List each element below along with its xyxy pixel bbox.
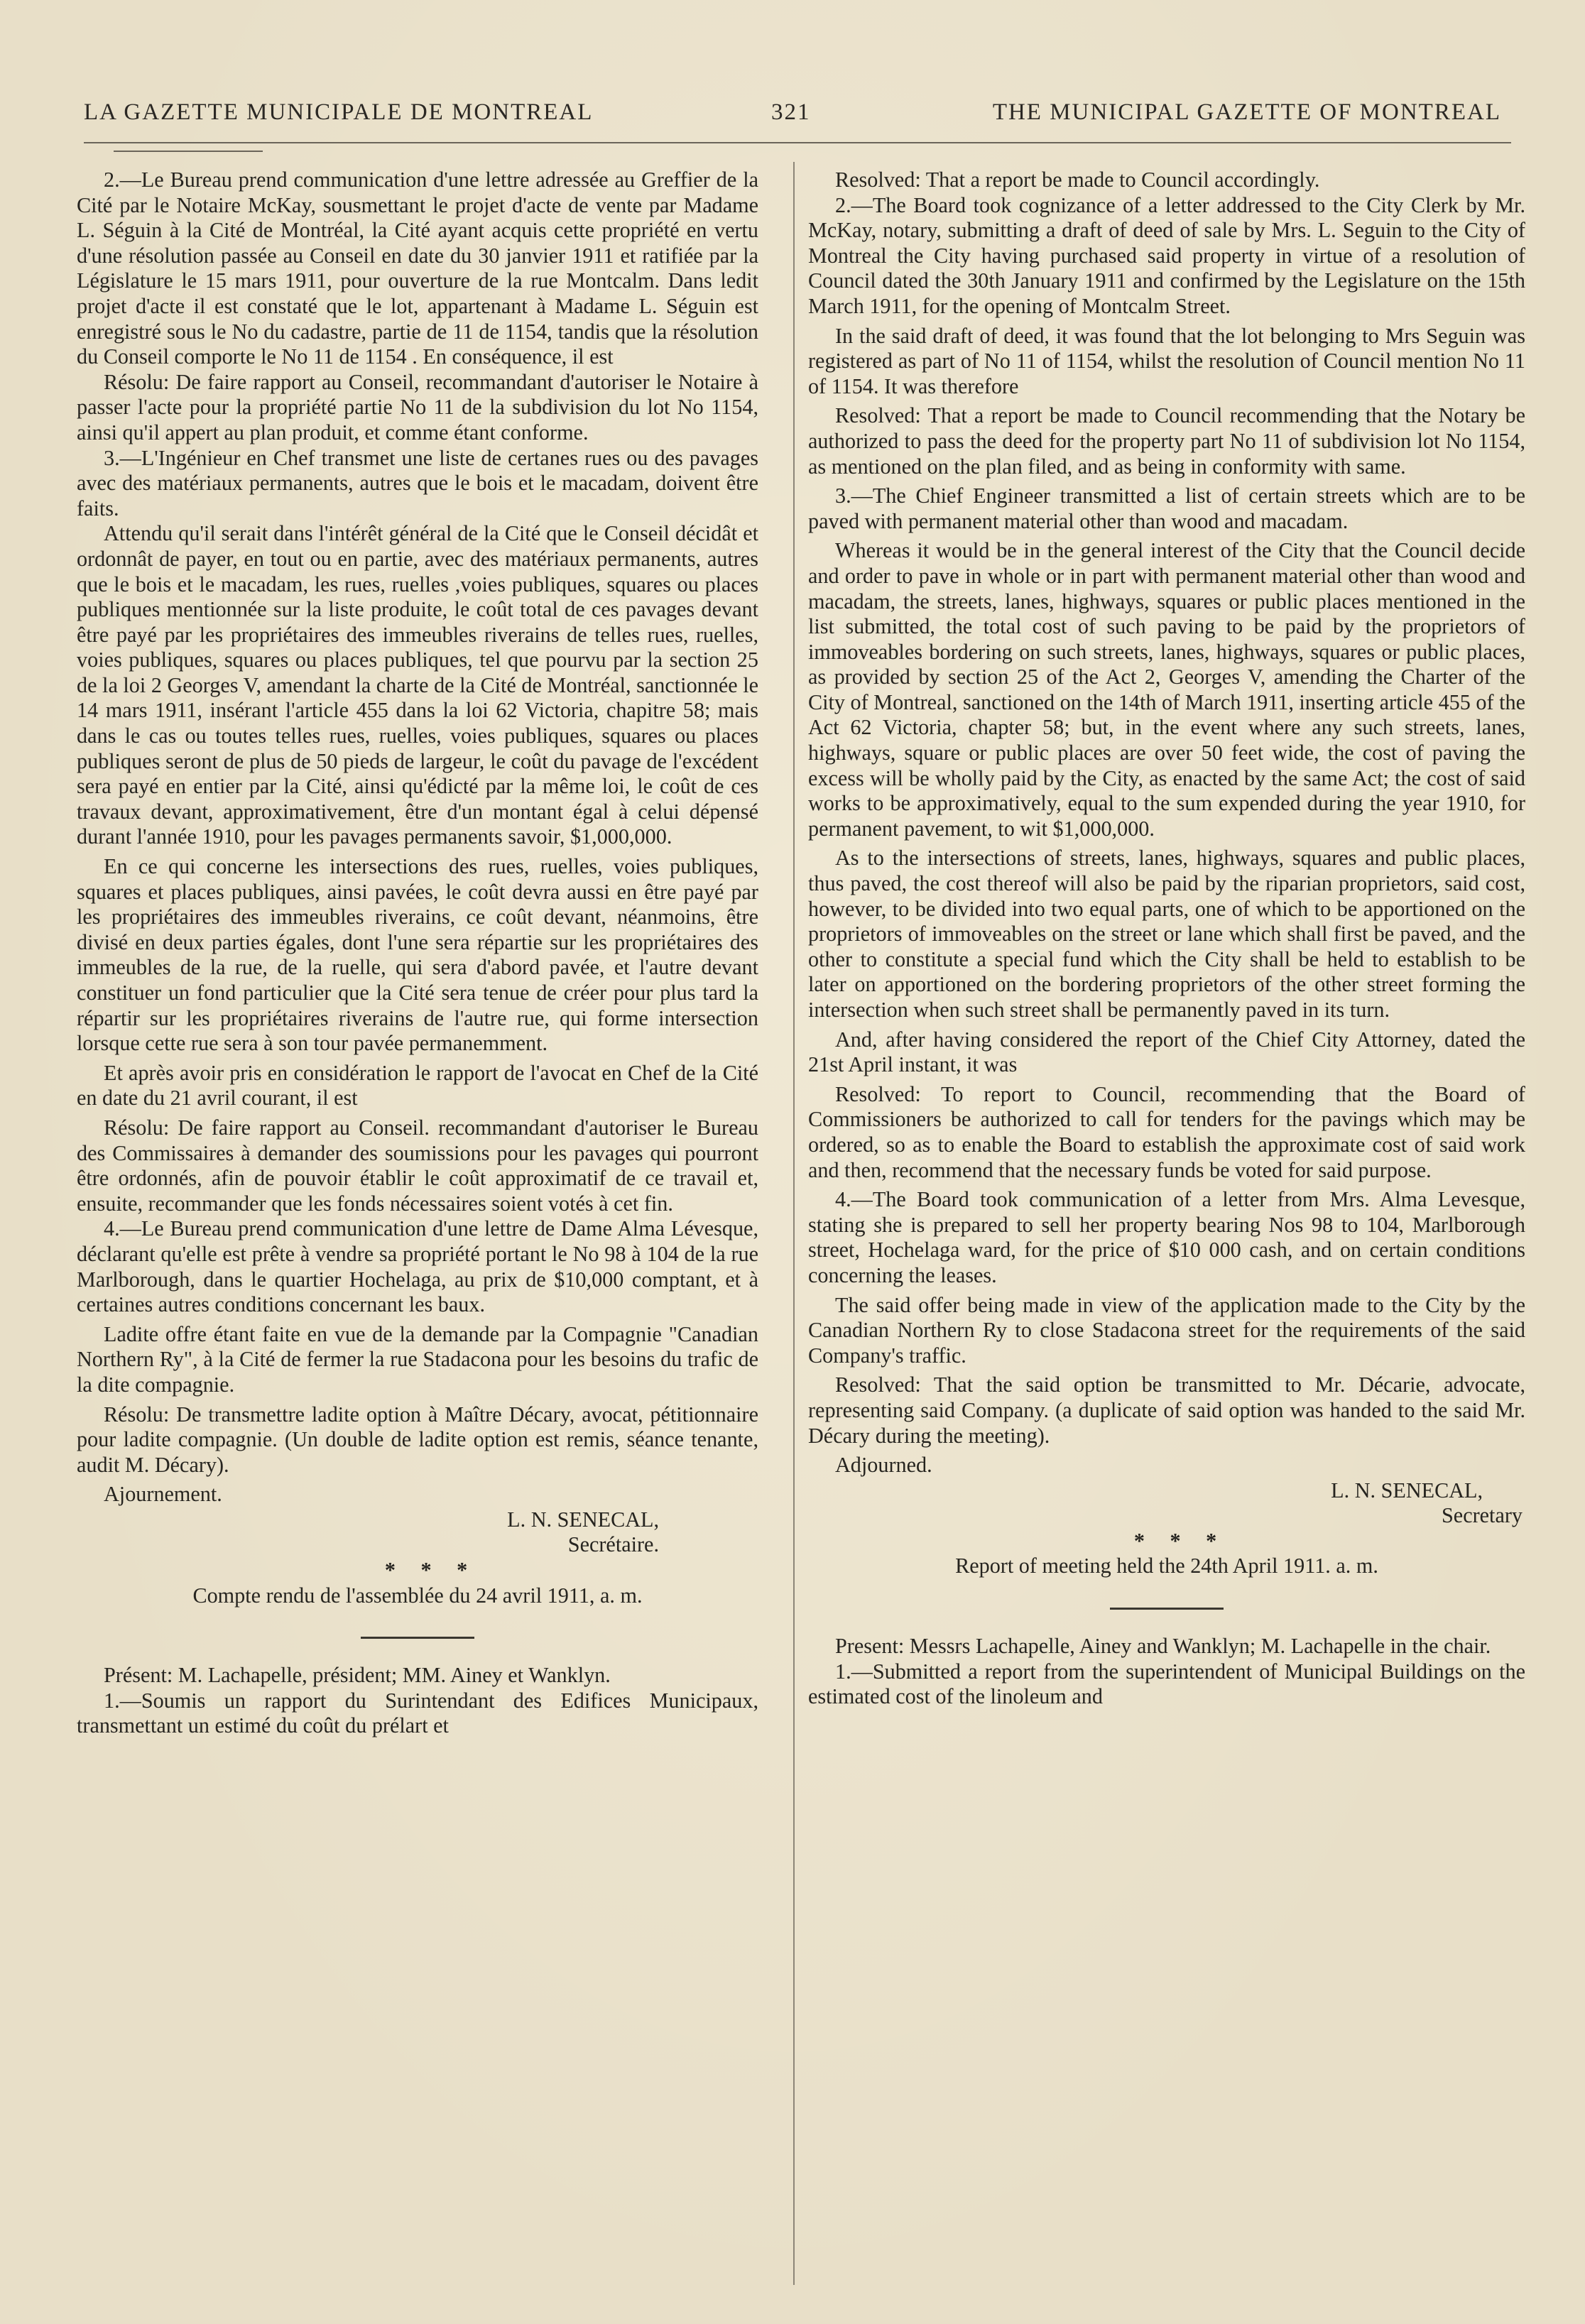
- section-separator-stars: * * *: [1133, 1528, 1227, 1553]
- paragraph: Résolu: De faire rapport au Conseil, recommandant d'autoriser le Notaire à passer l'acte pour la propriété partie No 11 de la subdivision du lot No 1154, ainsi qu'il appert au plan produit, et comme étant conforme.: [77, 369, 758, 444]
- signature-title: Secrétaire.: [567, 1532, 659, 1557]
- paragraph: Résolu: De faire rapport au Conseil. recommandant d'autoriser le Bureau des Commissaires à demander des soumissions pour les pavages qui pourront être ordonnés, afin de pouvoir établir le coût approximatif de ce travail et, ensuite, recommander que les fonds nécessaires soient votés à cet fin.: [77, 1115, 758, 1216]
- adjournment-text: Adjourned.: [835, 1453, 932, 1478]
- paragraph: 2.—The Board took cognizance of a letter addressed to the City Clerk by Mr. McKay, notary, submitting a draft of deed of sale by Mrs. L. Seguin to the City of Montreal the City having purchased said property in virtue of a resolution of Council dated the 30th January 1911 and confirmed by the Legislature on the 15th March 1911, for the opening of Montcalm Street.: [808, 192, 1525, 318]
- paragraph: Résolu: De transmettre ladite option à Maître Décary, avocat, pétitionnaire pour ladite compagnie. (Un double de ladite option est remis, séance tenante, audit M. Décary).: [77, 1402, 758, 1477]
- signature-name: L. N. SENECAL,: [1331, 1478, 1483, 1502]
- report-title: Compte rendu de l'assemblée du 24 avril 1911, a. m.: [192, 1583, 643, 1608]
- paragraph: And, after having considered the report of the Chief City Attorney, dated the 21st April instant, it was: [808, 1027, 1525, 1077]
- section-rule: [1110, 1608, 1224, 1610]
- adjournment-text: Ajournement.: [104, 1482, 222, 1507]
- paragraph: 4.—Le Bureau prend communication d'une lettre de Dame Alma Lévesque, déclarant qu'elle est prête à vendre sa propriété portant le No 98 à 104 de la rue Marlborough, dans le quartier Hochelaga, au prix de $10,000 comptant, et à certaines autres conditions concernant les baux.: [77, 1216, 758, 1317]
- english-column: [808, 168, 1525, 1710]
- attendance-line: Present: Messrs Lachapelle, Ainey and Wanklyn; M. Lachapelle in the chair.: [835, 1634, 1491, 1659]
- paragraph: 4.—The Board took communication of a letter from Mrs. Alma Levesque, stating she is prepared to sell her property bearing Nos 98 to 104, Marlborough street, Hochelaga ward, for the price of $10 000 cash, and on certain conditions concerning the leases.: [808, 1187, 1525, 1287]
- paragraph: 1.—Submitted a report from the superintendent of Municipal Buildings on the estimated cost of the linoleum and: [808, 1659, 1525, 1709]
- french-column: [77, 168, 758, 1739]
- header-flourish-rule: [114, 151, 263, 152]
- paragraph: 3.—L'Ingénieur en Chef transmet une liste de certanes rues ou des pavages avec des matériaux permanents, autres que le bois et le macadam, doivent être faits.: [77, 445, 758, 520]
- paragraph: 3.—The Chief Engineer transmitted a list of certain streets which are to be paved with permanent material other than wood and macadam.: [808, 484, 1525, 533]
- paragraph: 2.—Le Bureau prend communication d'une lettre adressée au Greffier de la Cité par le Notaire McKay, sousmettant le projet d'acte de vente par Madame L. Séguin à la Cité de Montréal, la Cité ayant acquis cette propriété en vertu d'une résolution passée au Conseil en date du 30 janvier 1911 et ratifiée par la Législature le 15 mars 1911, pour ouverture de la rue Montcalm. Dans ledit projet d'acte il est constaté que le lot, appartenant à Madame L. Séguin est enregistré sous le No du cadastre, partie de 11 de 1154, tandis que la résolution du Conseil comporte le No 11 de 1154 . En conséquence, il est: [77, 168, 758, 369]
- paragraph: Resolved: To report to Council, recommending that the Board of Commissioners be authorized to call for tenders for the pavings which may be ordered, so as to enable the Board to establish the approximate cost of said work and then, recommend that the necessary funds be voted for said purpose.: [808, 1081, 1525, 1182]
- report-title: Report of meeting held the 24th April 1911. a. m.: [955, 1554, 1378, 1578]
- paragraph: In the said draft of deed, it was found that the lot belonging to Mrs Seguin was registered as part of No 11 of 1154, whilst the resolution of Council mention No 11 of 1154. It was therefore: [808, 323, 1525, 398]
- paragraph: Resolved: That the said option be transmitted to Mr. Décarie, advocate, representing said Company. (a duplicate of said option was handed to the said Mr. Décary during the meeting).: [808, 1373, 1525, 1448]
- signature-name: L. N. SENECAL,: [507, 1507, 659, 1532]
- signature-title: Secretary: [1442, 1503, 1523, 1528]
- paragraph: The said offer being made in view of the application made to the City by the Canadian Northern Ry to close Stadacona street for the requirements of the said Company's traffic.: [808, 1292, 1525, 1368]
- paragraph: Attendu qu'il serait dans l'intérêt général de la Cité que le Conseil décidât et ordonnât de payer, en tout ou en partie, avec des matériaux permanents, autres que le bois et le macadam, les rues, ruelles ,voies publiques, squares ou places publiques mentionnée sur la liste produite, le coût total de ces pavages devant être payé par les propriétaires des immeubles riverains de telles rues, ruelles, voies publiques, squares ou places publiques, tel que pourvu par la section 25 de la loi 2 Georges V, amendant la charte de la Cité de Montréal, sanctionnée le 14 mars 1911, insérant l'article 455 dans la loi 62 Victoria, chapitre 58; mais dans le cas ou toutes telles rues, ruelles, voies publiques, squares ou places publiques seront de plus de 50 pieds de largeur, le coût du pavage de l'excédent sera payé en entier par la Cité, ainsi qu'édicté par la même loi, le coût de ces travaux devant, approximativement, être d'un montant égal à celui dépensé durant l'année 1910, pour les pavages permanents savoir, $1,000,000.: [77, 521, 758, 849]
- attendance-line: Présent: M. Lachapelle, président; MM. Ainey et Wanklyn.: [104, 1663, 611, 1688]
- header-english-title: THE MUNICIPAL GAZETTE OF MONTREAL: [992, 99, 1501, 125]
- header-french-title: LA GAZETTE MUNICIPALE DE MONTREAL: [84, 99, 594, 125]
- page-header: [84, 99, 1501, 142]
- paragraph: Et après avoir pris en considération le rapport de l'avocat en Chef de la Cité en date du 21 avril courant, il est: [77, 1060, 758, 1111]
- section-separator-stars: * * *: [384, 1558, 478, 1583]
- section-rule: [361, 1637, 474, 1639]
- paragraph: Resolved: That a report be made to Council accordingly.: [835, 168, 1320, 192]
- paragraph: 1.—Soumis un rapport du Surintendant des Edifices Municipaux, transmettant un estimé du coût du prélart et: [77, 1688, 758, 1738]
- page-number: 321: [771, 99, 811, 125]
- paragraph: Ladite offre étant faite en vue de la demande par la Compagnie "Canadian Northern Ry", à la Cité de fermer la rue Stadacona pour les besoins du trafic de la dite compagnie.: [77, 1321, 758, 1397]
- column-divider: [793, 162, 795, 2285]
- header-rule: [84, 142, 1511, 143]
- paragraph: Whereas it would be in the general interest of the City that the Council decide and order to pave in whole or in part with permanent material other than wood and macadam, the streets, lanes, highways, squares or public places mentioned in the list submitted, the total cost of such paving to be paid by the proprietors of immoveables bordering on such streets, lanes, highways, squares or public places, as provided by section 25 of the Act 2, Georges V, amending the Charter of the City of Montreal, sanctioned on the 14th of March 1911, inserting article 455 of the Act 62 Victoria, chapter 58; but, in the event where any such streets, lanes, highways, square or public places are over 50 feet wide, the cost of paving the excess will be wholly paid by the City, as enacted by the same Act; the cost of said works to be approximatively, equal to the sum expended during the year 1910, for permanent pavement, to wit $1,000,000.: [808, 538, 1525, 841]
- paragraph: As to the intersections of streets, lanes, highways, squares and public places, thus paved, the cost thereof will also be paid by the riparian proprietors, said cost, however, to be divided into two equal parts, one of which to be apportioned on the proprietors of immoveables on the street or lane which shall first be paved, and the other to constitute a special fund which the City shall be held to establish to be later on apportioned on the bordering proprietors of the other street forming the intersection when such street shall be permanently paved in its turn.: [808, 846, 1525, 1022]
- paragraph: Resolved: That a report be made to Council recommending that the Notary be authorized to pass the deed for the property part No 11 of subdivision lot No 1154, as mentioned on the plan filed, and as being in conformity with same.: [808, 403, 1525, 479]
- paragraph: En ce qui concerne les intersections des rues, ruelles, voies publiques, squares et places publiques, ainsi pavées, le coût devra aussi en être payé par les propriétaires des immeubles riverains, ce coût devant, néanmoins, être divisé en deux parties égales, dont l'une sera répartie sur les propriétaires des immeubles de la rue, de la ruelle, qui sera d'abord pavée, et l'autre devant constituer un fond particulier que la Cité sera tenue de créer pour plus tard la répartir sur les propriétaires riverains de l'autre rue, qui forme intersection lorsque cette rue sera à son tour pavée permanemment.: [77, 854, 758, 1056]
